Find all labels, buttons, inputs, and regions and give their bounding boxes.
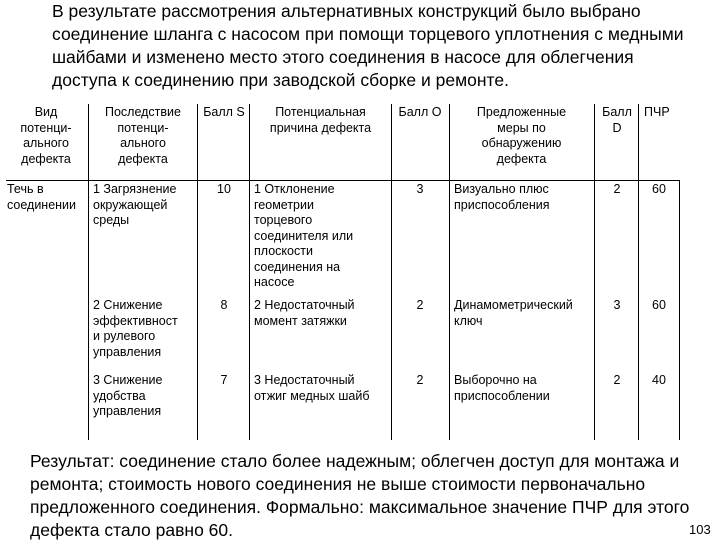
column-divider bbox=[391, 104, 392, 440]
header-score-d: Балл D bbox=[602, 105, 632, 135]
row1-score-o: 3 bbox=[416, 182, 424, 196]
defect-type: Течь в соединении bbox=[7, 182, 77, 212]
row2-measures: Динамометрический ключ bbox=[454, 298, 573, 328]
header-pchr: ПЧР bbox=[644, 105, 670, 119]
row2-consequence: 2 Снижение эффективност и рулевого управления bbox=[93, 298, 178, 359]
header-measures: Предложенные меры по обнаружению дефекта bbox=[476, 105, 567, 166]
row1-cause: 1 Отклонение геометрии торцевого соединителя или плоскости соединения на насосе bbox=[254, 182, 354, 289]
row2-score-d: 3 bbox=[613, 298, 621, 312]
row3-score-o: 2 bbox=[416, 373, 424, 387]
row3-measures: Выборочно на приспособлении bbox=[454, 373, 550, 403]
column-divider bbox=[594, 104, 595, 440]
intro-paragraph: В результате рассмотрения альтернативных конструкций было выбрано соединение шланга с насосом при помощи торцевого уплотнения с медными шайбами и изменено место этого соединения в насосе для облегчения доступа к соединению при заводской сборке и ремонте. bbox=[52, 1, 684, 90]
row2-cause: 2 Недостаточный момент затяжки bbox=[254, 298, 355, 328]
row1-score-s: 10 bbox=[217, 182, 231, 196]
row2-score-o: 2 bbox=[416, 298, 424, 312]
row1-score-d: 2 bbox=[613, 182, 621, 196]
row3-pchr: 40 bbox=[652, 373, 666, 387]
row1-consequence: 1 Загрязнение окружающей среды bbox=[93, 182, 177, 227]
column-divider bbox=[88, 104, 89, 440]
row3-score-s: 7 bbox=[220, 373, 228, 387]
column-divider bbox=[679, 180, 680, 440]
header-score-s: Балл S bbox=[203, 105, 245, 119]
column-divider bbox=[638, 104, 639, 440]
row3-consequence: 3 Снижение удобства управления bbox=[93, 373, 163, 418]
row2-pchr: 60 bbox=[652, 298, 666, 312]
row1-pchr: 60 bbox=[652, 182, 666, 196]
header-consequence: Последствие потенци- ального дефекта bbox=[104, 105, 181, 166]
row2-score-s: 8 bbox=[220, 298, 228, 312]
header-defect: Вид потенци- ального дефекта bbox=[20, 105, 72, 166]
row3-cause: 3 Недостаточный отжиг медных шайб bbox=[254, 373, 370, 403]
header-divider bbox=[6, 180, 680, 181]
page-number: 103 bbox=[689, 522, 711, 537]
header-score-o: Балл О bbox=[398, 105, 442, 119]
column-divider bbox=[197, 104, 198, 440]
row1-measures: Визуально плюс приспособления bbox=[454, 182, 550, 212]
header-cause: Потенциальная причина дефекта bbox=[269, 105, 372, 135]
column-divider bbox=[249, 104, 250, 440]
result-paragraph: Результат: соединение стало более надежным; облегчен доступ для монтажа и ремонта; стоимость нового соединения не выше стоимости первоначально предложенного соединения. Формально: максимальное значение ПЧР для этого дефекта стало равно 60. bbox=[30, 451, 690, 540]
row3-score-d: 2 bbox=[613, 373, 621, 387]
